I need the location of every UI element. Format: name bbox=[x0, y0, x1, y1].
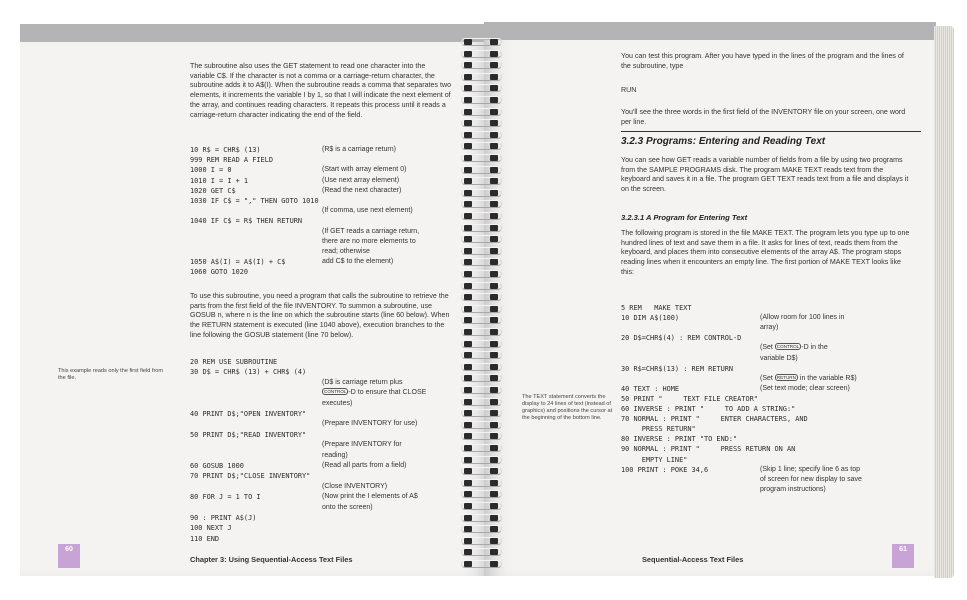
code-line: 1050 A$(I) = A$(I) + C$ bbox=[190, 258, 286, 267]
right-intro-paragraph: You can test this program. After you have typed in the lines of the program and the lines of the subroutine, type bbox=[621, 52, 904, 70]
binding-ring bbox=[458, 131, 506, 140]
binding-ring bbox=[458, 525, 506, 534]
calling-program-listing bbox=[190, 358, 470, 545]
binding-ring bbox=[458, 316, 506, 325]
binding-ring bbox=[458, 502, 506, 511]
left-intro-paragraph: The subroutine also uses the GET statement to read one character into the variable C$. If the character is not a comma or a carriage-return character, the subroutine adds it to A$(I). When the subroutine reads a comma that separates two elements, it increments the variable I by 1, so that I will indicate the next element of the array, and continues reading characters. It repeats this process until it reads a carriage-return character indicating the end of the field. bbox=[190, 62, 452, 119]
binding-ring bbox=[458, 456, 506, 465]
binding-ring bbox=[458, 258, 506, 267]
binding-ring bbox=[458, 409, 506, 418]
binding-ring bbox=[458, 166, 506, 175]
code-comment: (If comma, use next element) bbox=[322, 207, 413, 215]
right-footer bbox=[484, 546, 936, 568]
binding-ring bbox=[458, 119, 506, 128]
right-page bbox=[484, 22, 936, 576]
code-comment: (If GET reads a carriage return, bbox=[322, 227, 420, 235]
code-line: 10 DIM A$(100) bbox=[621, 314, 680, 323]
binding-ring bbox=[458, 224, 506, 233]
binding-ring bbox=[458, 479, 506, 488]
binding-ring bbox=[458, 73, 506, 82]
code-line: 20 D$=CHR$(4) : REM CONTROL-D bbox=[621, 334, 742, 343]
code-line: 50 PRINT " TEXT FILE CREATOR" bbox=[621, 394, 758, 403]
code-line: 80 INVERSE : PRINT "TO END:" bbox=[621, 435, 738, 444]
code-comment: (Close INVENTORY) bbox=[322, 482, 388, 490]
code-comment: (Allow room for 100 lines in bbox=[760, 314, 845, 322]
code-line: 90 : PRINT A$(J) bbox=[190, 514, 257, 522]
code-comment: (Prepare INVENTORY for bbox=[322, 441, 402, 449]
binding-ring bbox=[458, 96, 506, 105]
binding-ring bbox=[458, 200, 506, 209]
run-command: RUN bbox=[621, 86, 637, 94]
binding-ring bbox=[458, 270, 506, 279]
code-line: 80 FOR J = 1 TO I bbox=[190, 493, 261, 502]
make-text-listing bbox=[621, 304, 921, 496]
binding-ring bbox=[458, 235, 506, 244]
result-paragraph: You'll see the three words in the first field of the INVENTORY file on your screen, one word per line. bbox=[621, 108, 906, 126]
binding-ring bbox=[458, 61, 506, 70]
code-comment: (Read the next character) bbox=[322, 186, 402, 194]
code-line: 20 REM USE SUBROUTINE bbox=[190, 358, 278, 366]
code-comment: variable D$) bbox=[760, 354, 798, 362]
left-middle-paragraph: To use this subroutine, you need a program that calls the subroutine to retrieve the parts from the first field of the file INVENTORY. To summon a subroutine, use GOSUB n, where n is the line on which the subroutine starts (line 60 below). When the RETURN statement is executed (line 1040 above), execution branches to the line following the GOSUB statement (line 70 below). bbox=[190, 292, 450, 339]
binding-ring bbox=[458, 84, 506, 93]
code-comment: reading) bbox=[322, 451, 348, 459]
code-line: 70 NORMAL : PRINT " ENTER CHARACTERS, AND bbox=[621, 415, 808, 424]
subsection-paragraph: The following program is stored in the file MAKE TEXT. The program lets you type up to one hundred lines of text and save them in a file. It asks for lines of text, reads them from the keyboard, and places them into consecutive elements of the array A$. The program stops reading lines when it encounters an empty line. The first portion of MAKE TEXT looks like this: bbox=[621, 229, 910, 276]
left-page-header-bar bbox=[20, 24, 490, 42]
binding-ring bbox=[458, 305, 506, 314]
chapter-title: Chapter 3: Using Sequential-Access Text Files bbox=[190, 555, 353, 564]
code-line: 1020 GET C$ bbox=[190, 186, 236, 195]
code-line: 1040 IF C$ = R$ THEN RETURN bbox=[190, 217, 303, 226]
code-line: 30 D$ = CHR$ (13) + CHR$ (4) bbox=[190, 368, 307, 377]
binding-ring bbox=[458, 212, 506, 221]
code-comment: (D$ is carriage return plus bbox=[322, 378, 403, 386]
code-line: 90 NORMAL : PRINT " PRESS RETURN ON AN bbox=[621, 445, 796, 454]
code-line: PRESS RETURN" bbox=[621, 425, 696, 434]
code-line: 999 REM READ A FIELD bbox=[190, 156, 273, 165]
binding-ring bbox=[458, 177, 506, 186]
binding-ring bbox=[458, 374, 506, 383]
code-comment: there are no more elements to bbox=[322, 237, 416, 245]
left-margin-note: This example reads only the first field from the file. bbox=[58, 367, 164, 381]
code-comment: (Set CONTROL -D in the bbox=[760, 344, 828, 352]
section-paragraph: You can see how GET reads a variable number of fields from a file by using two programs from the SAMPLE PROGRAMS disk. The program MAKE TEXT reads text from the keyboard and saves it in a file. The program GET TEXT reads text from a file and displays it on the screen. bbox=[621, 156, 909, 194]
code-line: 100 NEXT J bbox=[190, 524, 232, 533]
right-margin-note: The TEXT statement converts the display to 24 lines of text (instead of graphics) and positions the cursor at the beginning of the bottom line. bbox=[522, 393, 613, 422]
binding-ring bbox=[458, 386, 506, 395]
binding-ring bbox=[458, 340, 506, 349]
code-line: 10 R$ = CHR$ (13) bbox=[190, 146, 261, 154]
binding-ring bbox=[458, 189, 506, 198]
footer-title: Sequential-Access Text Files bbox=[642, 555, 744, 564]
binding-ring bbox=[458, 282, 506, 291]
code-line: 5 REM MAKE TEXT bbox=[621, 304, 692, 312]
code-line: 1030 IF C$ = "," THEN GOTO 1010 bbox=[190, 197, 319, 205]
binding-ring bbox=[458, 108, 506, 117]
binding-ring bbox=[458, 537, 506, 546]
binding-ring bbox=[458, 154, 506, 163]
binding-ring bbox=[458, 247, 506, 256]
code-line: 60 INVERSE : PRINT " TO ADD A STRING:" bbox=[621, 405, 796, 413]
code-comment: array) bbox=[760, 324, 779, 332]
binding-ring bbox=[458, 351, 506, 360]
binding-ring bbox=[458, 548, 506, 557]
code-comment: executes) bbox=[322, 399, 353, 407]
code-line: 60 GOSUB 1000 bbox=[190, 462, 244, 470]
left-page bbox=[20, 24, 490, 576]
code-line: 1060 GOTO 1020 bbox=[190, 268, 249, 277]
code-comment: of screen for new display to save bbox=[760, 475, 862, 483]
binding-ring bbox=[458, 560, 506, 569]
code-comment: (Start with array element 0) bbox=[322, 166, 407, 174]
binding-ring bbox=[458, 50, 506, 59]
spiral-binding bbox=[458, 38, 506, 578]
code-comment: (Read all parts from a field) bbox=[322, 462, 407, 469]
code-line: 50 PRINT D$;"READ INVENTORY" bbox=[190, 430, 307, 439]
binding-ring bbox=[458, 398, 506, 407]
binding-ring bbox=[458, 514, 506, 523]
page-number: 61 bbox=[892, 544, 914, 568]
left-footer bbox=[20, 546, 490, 568]
code-comment: (Set RETURN in the variable R$) bbox=[760, 374, 857, 382]
binding-ring bbox=[458, 432, 506, 441]
code-line: 70 PRINT D$;"CLOSE INVENTORY" bbox=[190, 472, 311, 481]
code-comment: (R$ is a carriage return) bbox=[322, 146, 396, 153]
code-line: 1010 I = I + 1 bbox=[190, 176, 249, 185]
page-edges bbox=[934, 26, 954, 578]
subroutine-listing bbox=[190, 146, 470, 279]
binding-ring bbox=[458, 38, 506, 47]
page-number: 60 bbox=[58, 544, 80, 568]
code-line: 100 PRINT : POKE 34,6 bbox=[621, 465, 709, 474]
code-comment: program instructions) bbox=[760, 485, 826, 493]
binding-ring bbox=[458, 444, 506, 453]
binding-ring bbox=[458, 293, 506, 302]
code-line: 110 END bbox=[190, 534, 220, 543]
binding-ring bbox=[458, 142, 506, 151]
code-line: 30 R$=CHR$(13) : REM RETURN bbox=[621, 364, 734, 373]
code-comment: add C$ to the element) bbox=[322, 258, 394, 266]
code-line: 1000 I = 0 bbox=[190, 166, 232, 175]
subsection-heading: 3.2.3.1 A Program for Entering Text bbox=[621, 213, 748, 222]
code-line: 40 TEXT : HOME bbox=[621, 384, 680, 393]
binding-ring bbox=[458, 490, 506, 499]
code-comment: (Skip 1 line; specify line 6 as top bbox=[760, 465, 860, 473]
code-comment: (Set text mode; clear screen) bbox=[760, 384, 850, 392]
code-comment: read; otherwise bbox=[322, 248, 370, 255]
code-comment: CONTROL -D to ensure that CLOSE bbox=[324, 389, 427, 397]
code-comment: (Use next array element) bbox=[322, 176, 400, 184]
binding-ring bbox=[458, 363, 506, 372]
code-comment: (Now print the I elements of A$ bbox=[322, 493, 418, 501]
section-heading: 3.2.3 Programs: Entering and Reading Text bbox=[621, 136, 826, 147]
section-rule bbox=[621, 131, 921, 132]
binding-ring bbox=[458, 328, 506, 337]
code-comment: onto the screen) bbox=[322, 503, 373, 511]
code-line: EMPTY LINE" bbox=[621, 455, 688, 464]
code-comment: (Prepare INVENTORY for use) bbox=[322, 420, 418, 428]
binding-ring bbox=[458, 467, 506, 476]
binding-ring bbox=[458, 421, 506, 430]
right-page-header-bar bbox=[484, 22, 936, 40]
code-line: 40 PRINT D$;"OPEN INVENTORY" bbox=[190, 410, 307, 418]
